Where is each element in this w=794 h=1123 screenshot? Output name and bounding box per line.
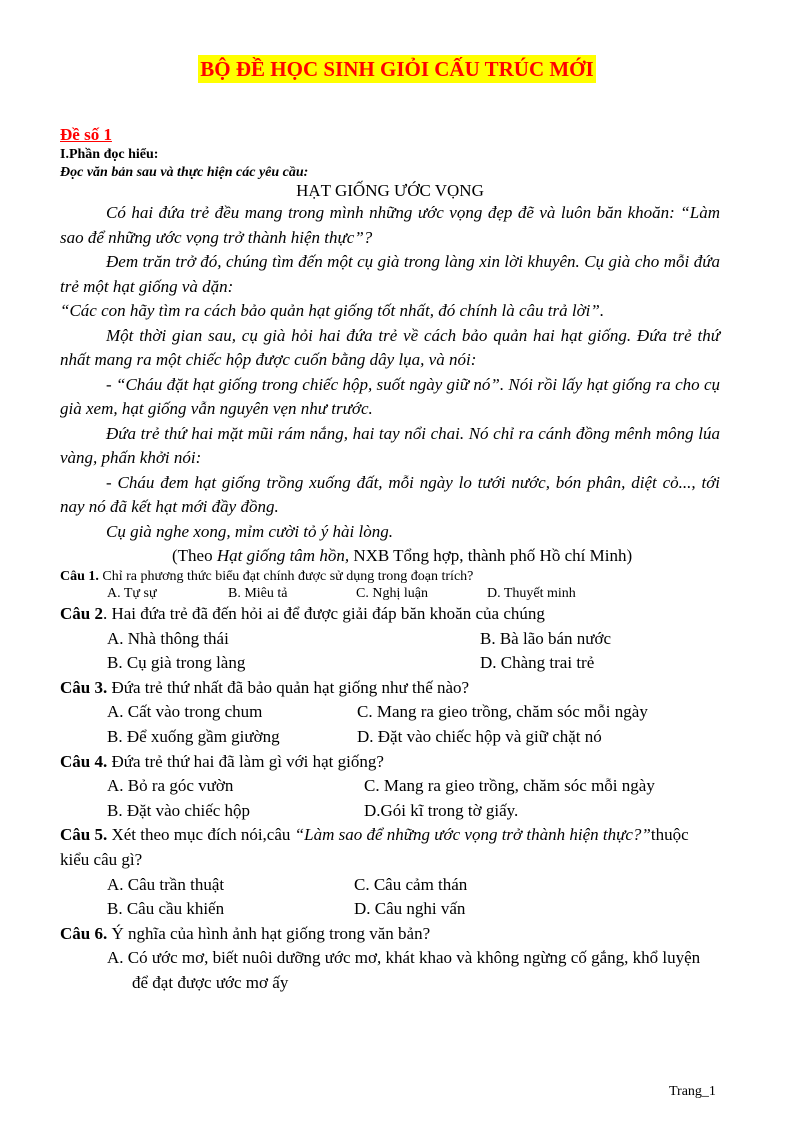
option-a: A. Câu trần thuật xyxy=(107,874,225,894)
option-d: D.Gói kĩ trong tờ giấy. xyxy=(364,800,519,820)
question-4 xyxy=(60,750,720,775)
question-5-options-row xyxy=(60,897,720,922)
document-title: BỘ ĐỀ HỌC SINH GIỎI CẤU TRÚC MỚI xyxy=(200,57,594,81)
source-rest: NXB Tổng hợp, thành phố Hồ chí Minh) xyxy=(349,546,633,565)
question-4-options-row xyxy=(60,799,720,824)
question-4-options-row xyxy=(60,774,720,799)
title-container xyxy=(0,55,794,83)
option-b: B. Đặt vào chiếc hộp xyxy=(107,800,251,820)
story-paragraph: Đứa trẻ thứ hai mặt mũi rám nắng, hai tay nổi chai. Nó chỉ ra cánh đồng mênh mông lúa vàng, phấn khởi nói: xyxy=(60,423,720,467)
source-book: Hạt giống tâm hồn, xyxy=(216,546,350,565)
story-source xyxy=(60,544,720,568)
section-heading: I.Phần đọc hiểu: xyxy=(60,147,159,162)
story-title: HẠT GIỐNG ƯỚC VỌNG xyxy=(296,181,484,200)
page-number: Trang_1 xyxy=(669,1084,716,1099)
option-d: D. Chàng trai trẻ xyxy=(480,653,595,673)
option-b: B. Bà lão bán nước xyxy=(480,628,612,648)
question-5-options-row xyxy=(60,873,720,898)
option-a: A. Nhà thông thái xyxy=(107,628,229,648)
question-2-options-row xyxy=(60,627,720,652)
question-3-options-row xyxy=(60,700,720,725)
question-3-options-row xyxy=(60,725,720,750)
option-b: B. Để xuống gầm giường xyxy=(107,726,280,746)
instruction: Đọc văn bản sau và thực hiện các yêu cầu: xyxy=(60,165,309,180)
question-5 xyxy=(60,823,720,872)
source-prefix: (Theo xyxy=(172,546,217,565)
story-paragraph: “Các con hãy tìm ra cách bảo quản hạt giống tốt nhất, đó chính là câu trả lời”. xyxy=(60,301,605,320)
story-paragraph: Một thời gian sau, cụ già hỏi hai đứa trẻ về cách bảo quản hai hạt giống. Đứa trẻ thứ nhất mang ra một chiếc hộp được cuốn bằng dây lụa, và nói: xyxy=(60,325,720,369)
question-2 xyxy=(60,602,720,627)
option-a: A. Bỏ ra góc vườn xyxy=(107,776,234,796)
question-2-options-row xyxy=(60,651,720,676)
question-label: Câu 6. xyxy=(60,923,108,943)
exam-number: Đề số 1 xyxy=(60,125,112,144)
question-text: Đứa trẻ thứ hai đã làm gì với hạt giống? xyxy=(107,751,384,771)
option-d: D. Đặt vào chiếc hộp và giữ chặt nó xyxy=(357,726,602,746)
option-a: A. Tự sự xyxy=(107,586,157,601)
question-text: Đứa trẻ thứ nhất đã bảo quản hạt giống như thế nào? xyxy=(107,677,470,697)
option-b: B. Câu cầu khiến xyxy=(107,899,225,919)
option-a: A. Cất vào trong chum xyxy=(107,702,263,722)
story-text xyxy=(60,201,720,544)
option-c: C. Nghị luận xyxy=(356,586,428,601)
story-paragraph: Có hai đứa trẻ đều mang trong mình những ước vọng đẹp đẽ và luôn băn khoăn: “Làm sao để những ước vọng trở thành hiện thực”? xyxy=(60,203,720,247)
question-1 xyxy=(60,568,720,585)
question-quote: “Làm sao để những ước vọng trở thành hiện thực?” xyxy=(294,825,651,845)
question-text: Chỉ ra phương thức biểu đạt chính được sử dụng trong đoạn trích? xyxy=(98,569,474,584)
question-6 xyxy=(60,922,720,947)
question-3 xyxy=(60,676,720,701)
option-c: C. Câu cảm thán xyxy=(354,874,468,894)
option-c: C. Mang ra gieo trồng, chăm sóc mỗi ngày xyxy=(357,702,648,722)
option-c: C. Mang ra gieo trồng, chăm sóc mỗi ngày xyxy=(364,776,655,796)
question-text: . Hai đứa trẻ đã đến hỏi ai để được giải đáp băn khoăn của chúng xyxy=(102,604,545,623)
option-d: D. Thuyết minh xyxy=(487,586,576,601)
document-content xyxy=(60,124,720,996)
story-paragraph: Đem trăn trở đó, chúng tìm đến một cụ già trong làng xin lời khuyên. Cụ già cho mỗi đứa trẻ một hạt giống và dặn: xyxy=(60,252,720,296)
option-c: B. Cụ già trong làng xyxy=(107,653,246,673)
question-label: Câu 1. xyxy=(60,569,99,584)
question-text: Xét theo mục đích nói,câu xyxy=(107,825,295,845)
question-text: thuộc kiểu câu gì? xyxy=(60,825,689,869)
story-paragraph: Cụ già nghe xong, mỉm cười tỏ ý hài lòng. xyxy=(106,521,394,541)
option-b: B. Miêu tả xyxy=(228,586,288,601)
question-label: Câu 4. xyxy=(60,751,108,771)
option-d: D. Câu nghi vấn xyxy=(354,899,466,919)
question-label: Câu 3. xyxy=(60,677,108,697)
question-1-options xyxy=(60,585,720,602)
question-label: Câu 2 xyxy=(60,604,103,623)
story-paragraph: - Cháu đem hạt giống trồng xuống đất, mỗi ngày lo tưới nước, bón phân, diệt cỏ..., tới nay nó đã kết hạt mới đầy đồng. xyxy=(60,472,720,516)
story-paragraph: - “Cháu đặt hạt giống trong chiếc hộp, suốt ngày giữ nó”. Nói rồi lấy hạt giống ra cho cụ già xem, hạt giống vẫn nguyên vẹn như trước. xyxy=(60,374,720,418)
question-text: Ý nghĩa của hình ảnh hạt giống trong văn bản? xyxy=(107,923,431,943)
question-label: Câu 5. xyxy=(60,825,108,845)
option-a: A. Có ước mơ, biết nuôi dưỡng ước mơ, khát khao và không ngừng cố gắng, khổ luyện để đạt được ước mơ ấy xyxy=(107,948,701,992)
